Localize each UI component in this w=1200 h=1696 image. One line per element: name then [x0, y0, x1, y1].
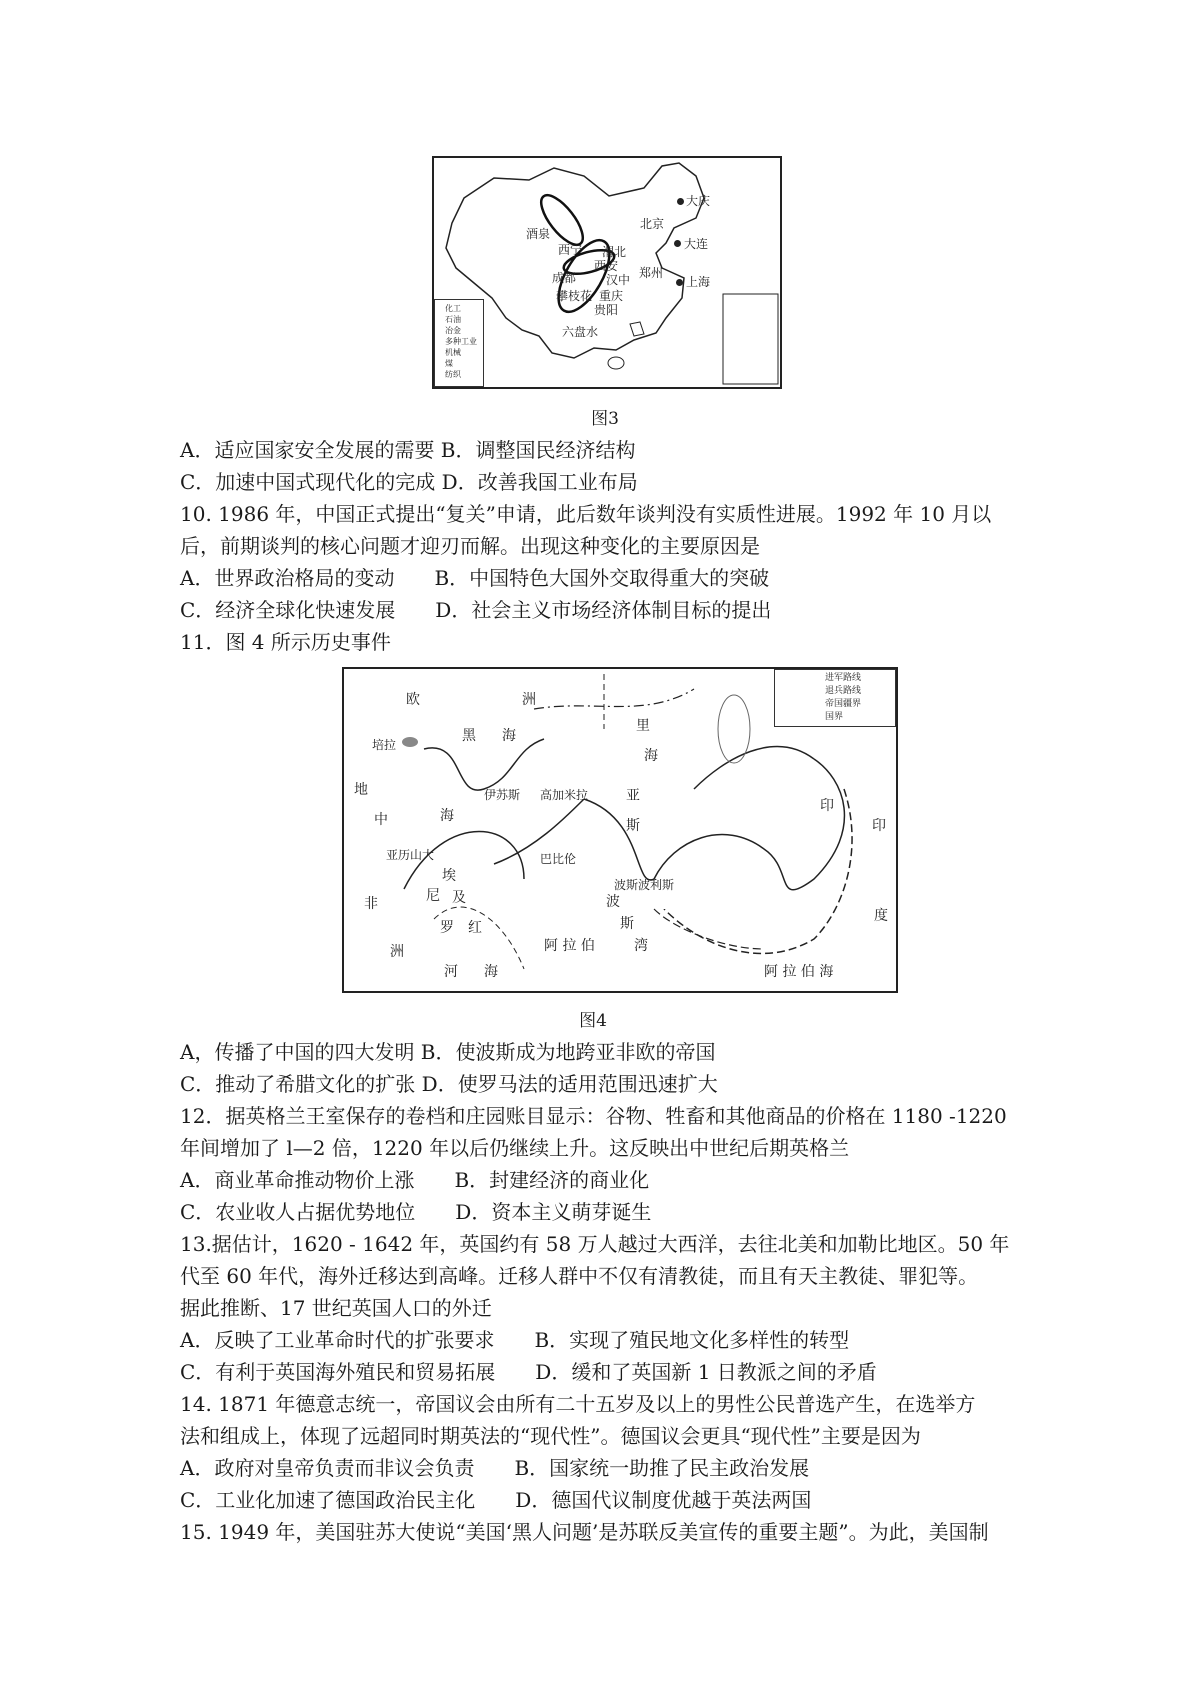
map-label-babylon: 巴比伦: [540, 852, 577, 866]
figure-3-china-map: [432, 156, 782, 389]
figure-3-legend: [434, 299, 484, 387]
city-dot-shanghai: [676, 279, 683, 286]
map-label-gaugamela: 高加米拉: [540, 788, 589, 802]
map-label-hai-med: 海: [440, 808, 454, 824]
legend-metallurgy: 冶金: [445, 326, 461, 335]
legend-chemical: 化工: [445, 304, 461, 313]
q11-option-cd: C．推动了希腊文化的扩张 D．使罗马法的适用范围迅速扩大: [180, 1072, 718, 1096]
city-label-guiyang: 贵阳: [594, 303, 619, 317]
legend-national-border: 国界: [825, 712, 844, 722]
legend-advance-route: 进军路线: [825, 673, 862, 683]
map-label-bo: 波: [606, 894, 620, 910]
q12-option-cd: C．农业收人占据优势地位 D．资本主义萌芽诞生: [180, 1200, 652, 1224]
city-label-daqing: 大庆: [686, 194, 711, 208]
q11-option-ab: A，传播了中国的四大发明 B．使波斯成为地跨亚非欧的帝国: [180, 1040, 716, 1064]
map-label-du: 度: [874, 908, 888, 924]
map-label-yin: 印: [820, 798, 834, 814]
figure-3-caption: 图3: [591, 409, 619, 429]
figure-4-legend: [774, 669, 896, 727]
q12-option-ab: A．商业革命推动物价上涨 B．封建经济的商业化: [180, 1168, 650, 1192]
q14-option-cd: C．工业化加速了德国政治民主化 D．德国代议制度优越于英法两国: [180, 1488, 812, 1512]
legend-textile: 纺织: [445, 370, 461, 379]
city-label-shanghai: 上海: [686, 275, 711, 289]
city-label-jiuquan: 酒泉: [526, 227, 551, 241]
q10-stem-line-2: 后，前期谈判的核心问题才迎刃而解。出现这种变化的主要原因是: [180, 534, 760, 558]
map-label-zhong: 中: [374, 812, 388, 828]
map-label-si: 斯: [626, 818, 640, 834]
city-label-hanzhong: 汉中: [606, 273, 631, 287]
q14-stem-line-1: 14. 1871 年德意志统一，帝国议会由所有二十五岁及以上的男性公民普选产生，在选举方: [180, 1392, 976, 1416]
q14-option-ab: A．政府对皇帝负责而非议会负责 B．国家统一助推了民主政治发展: [180, 1456, 810, 1480]
q13-stem-line-2: 代至 60 年代，海外迁移达到高峰。迁移人群中不仅有清教徒，而且有天主教徒、罪犯等。: [180, 1264, 979, 1288]
figure-4-campaign-map: [342, 667, 898, 993]
city-dot-daqing: [677, 198, 684, 205]
q13-stem-line-3: 据此推断、17 世纪英国人口的外迁: [180, 1296, 492, 1320]
map-label-hong: 红: [468, 920, 482, 936]
map-label-si2: 斯: [620, 916, 634, 932]
map-label-wan: 湾: [634, 938, 648, 954]
q10-stem-line-1: 10. 1986 年，中国正式提出“复关”申请，此后数年谈判没有实质性进展。1992 年 10 月以: [180, 502, 992, 526]
map-label-alexandria: 亚历山大: [386, 848, 435, 862]
city-label-xian: 西安: [594, 259, 619, 273]
q10-option-ab: A．世界政治格局的变动 B．中国特色大国外交取得重大的突破: [180, 566, 770, 590]
map-label-ji: 及: [452, 890, 466, 906]
map-label-li: 里: [636, 718, 650, 734]
q11-stem: 11．图 4 所示历史事件: [180, 630, 391, 654]
city-label-liupanshui: 六盘水: [562, 325, 599, 339]
map-label-arabia: 阿 拉 伯: [544, 938, 595, 954]
map-label-ou: 欧: [406, 692, 420, 708]
legend-retreat-route: 退兵路线: [825, 686, 862, 696]
map-label-zhou-af: 洲: [390, 944, 404, 960]
q15-stem-line-1: 15. 1949 年，美国驻苏大使说“美国‘黑人问题’是苏联反美宣传的重要主题”。为此，美国制: [180, 1520, 989, 1544]
q9-option-ab: A．适应国家安全发展的需要 B．调整国民经济结构: [180, 438, 636, 462]
q13-stem-line-1: 13.据估计，1620 - 1642 年，英国约有 58 万人越过大西洋，去往北美和加勒比地区。50 年: [180, 1232, 1010, 1256]
city-label-chengdu: 成都: [552, 271, 577, 285]
map-label-hai-red: 海: [484, 964, 498, 980]
city-label-xining: 西宁: [558, 243, 583, 257]
map-label-di: 地: [354, 782, 368, 798]
map-label-persepolis: 波斯波利斯: [614, 878, 675, 892]
city-label-zhengzhou: 郑州: [639, 266, 664, 280]
map-label-he: 河: [444, 964, 458, 980]
legend-machinery: 机械: [445, 348, 461, 357]
city-label-beijing: 北京: [640, 217, 665, 231]
q13-option-cd: C．有利于英国海外殖民和贸易拓展 D．缓和了英国新 1 日教派之间的矛盾: [180, 1360, 877, 1384]
map-label-ni: 尼: [426, 888, 440, 904]
q14-stem-line-2: 法和组成上，体现了远超同时期英法的“现代性”。德国议会更具“现代性”主要是因为: [180, 1424, 921, 1448]
city-label-panzhihua: 攀枝花: [556, 289, 593, 303]
map-label-hai-black: 海: [502, 728, 516, 744]
city-label-chongqing: 重庆: [599, 289, 624, 303]
city-label-weibei: 渭北: [602, 245, 627, 259]
legend-empire-border: 帝国疆界: [825, 699, 862, 709]
map-label-pella: 培拉: [372, 738, 397, 752]
q13-option-ab: A．反映了工业革命时代的扩张要求 B．实现了殖民地文化多样性的转型: [180, 1328, 850, 1352]
map-label-hei: 黑: [462, 728, 476, 744]
city-label-dalian: 大连: [684, 237, 709, 251]
legend-coal: 煤: [445, 359, 453, 368]
map-label-yin2: 印: [872, 818, 886, 834]
map-label-issus: 伊苏斯: [484, 788, 521, 802]
figure-4-caption: 图4: [579, 1011, 607, 1031]
q10-option-cd: C．经济全球化快速发展 D．社会主义市场经济体制目标的提出: [180, 598, 772, 622]
map-label-luo: 罗: [440, 920, 454, 936]
map-label-ai: 埃: [442, 868, 456, 884]
q9-option-cd: C．加速中国式现代化的完成 D．改善我国工业布局: [180, 470, 638, 494]
legend-multi-industry: 多种工业: [445, 337, 477, 346]
map-label-ya: 亚: [626, 788, 640, 804]
q12-stem-line-2: 年间增加了 l—2 倍，1220 年以后仍继续上升。这反映出中世纪后期英格兰: [180, 1136, 850, 1160]
map-label-arabian-sea: 阿 拉 伯 海: [764, 964, 834, 980]
city-dot-dalian: [674, 240, 681, 247]
q12-stem-line-1: 12．据英格兰王室保存的卷档和庄园账目显示：谷物、牲畜和其他商品的价格在 1180 -1220: [180, 1104, 1007, 1128]
map-label-hai-caspian: 海: [644, 748, 658, 764]
map-label-fei: 非: [364, 896, 378, 912]
map-label-zhou-eu: 洲: [522, 692, 536, 708]
legend-oil: 石油: [445, 315, 461, 324]
